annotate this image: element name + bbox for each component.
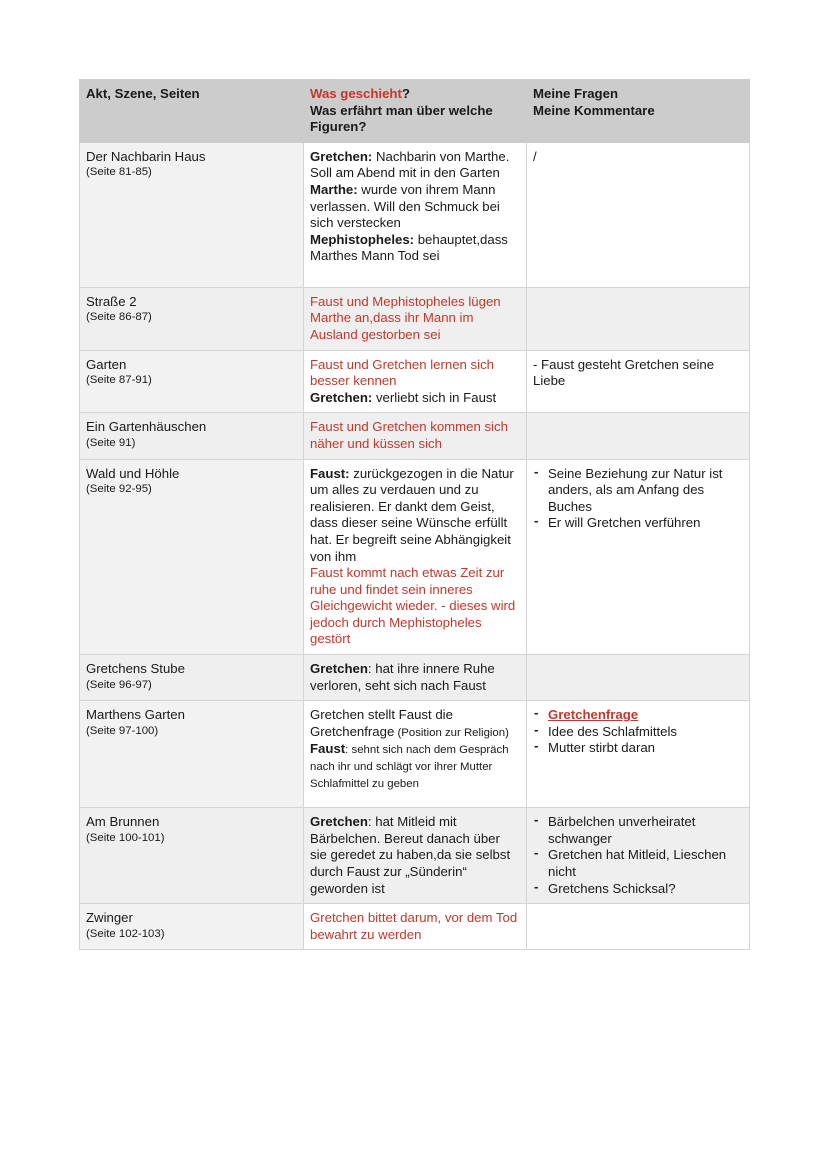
header-comments: Meine Fragen Meine Kommentare bbox=[527, 80, 750, 143]
table-row bbox=[80, 350, 750, 413]
table-row bbox=[80, 459, 750, 655]
scene-cell: Wald und Höhle (Seite 92-95) bbox=[80, 459, 304, 655]
header-what-figures: Was erfährt man über welche Figuren? bbox=[310, 102, 493, 135]
scene-cell: Marthens Garten (Seite 97-100) bbox=[80, 701, 304, 808]
table-row bbox=[80, 701, 750, 808]
list-item: - Gretchens Schicksal? bbox=[533, 881, 743, 898]
what-cell: Faust und Mephistopheles lügen Marthe an,dass ihr Mann im Ausland gestorben sei bbox=[304, 287, 527, 350]
comment-cell: - Faust gesteht Gretchen seine Liebe bbox=[527, 350, 750, 413]
table-row bbox=[80, 287, 750, 350]
scene-cell: Am Brunnen (Seite 100-101) bbox=[80, 808, 304, 904]
list-item: - Idee des Schlafmittels bbox=[533, 724, 743, 741]
comment-list bbox=[533, 707, 743, 757]
scene-overview-table bbox=[79, 79, 750, 950]
comment-cell bbox=[527, 808, 750, 904]
what-cell: Faust und Gretchen kommen sich näher und küssen sich bbox=[304, 413, 527, 459]
what-cell: Gretchen: hat Mitleid mit Bärbelchen. Bereut danach über sie geredet zu haben,da sie selbst durch Faust zur „Sünderin“ geworden ist bbox=[304, 808, 527, 904]
scene-cell: Straße 2 (Seite 86-87) bbox=[80, 287, 304, 350]
table-row bbox=[80, 655, 750, 701]
table-row bbox=[80, 904, 750, 950]
comment-cell: / bbox=[527, 142, 750, 287]
list-item: - Bärbelchen unverheiratet schwanger bbox=[533, 814, 743, 847]
list-item: - Seine Beziehung zur Natur ist anders, als am Anfang des Buches bbox=[533, 466, 743, 516]
comment-cell bbox=[527, 287, 750, 350]
header-scene: Akt, Szene, Seiten bbox=[80, 80, 304, 143]
gretchenfrage-link[interactable]: Gretchenfrage bbox=[548, 707, 639, 723]
what-cell: Faust: zurückgezogen in die Natur um alles zu verdauen und zu realisieren. Er dankt dem Geist, dass dieser seine Wünsche erfüllt hat. Er begreift seine Abhängigkeit von ihm Faust kommt nach etwas Zeit zur ruhe und findet sein inneres Gleichgewicht wieder. - dieses wird jedoch durch Mephistopheles gestört bbox=[304, 459, 527, 655]
scene-cell: Der Nachbarin Haus (Seite 81-85) bbox=[80, 142, 304, 287]
what-cell: Gretchen bittet darum, vor dem Tod bewahrt zu werden bbox=[304, 904, 527, 950]
header-what: Was geschieht? Was erfährt man über welche Figuren? bbox=[304, 80, 527, 143]
comment-list bbox=[533, 466, 743, 532]
scene-cell: Garten (Seite 87-91) bbox=[80, 350, 304, 413]
scene-cell: Gretchens Stube (Seite 96-97) bbox=[80, 655, 304, 701]
what-cell: Faust und Gretchen lernen sich besser kennen Gretchen: verliebt sich in Faust bbox=[304, 350, 527, 413]
comment-cell bbox=[527, 701, 750, 808]
header-what-question: Was geschieht bbox=[310, 86, 402, 101]
comment-cell bbox=[527, 459, 750, 655]
list-item bbox=[533, 707, 743, 724]
table-header-row bbox=[80, 80, 750, 143]
comment-list bbox=[533, 814, 743, 897]
list-item: - Gretchen hat Mitleid, Lieschen nicht bbox=[533, 847, 743, 880]
comment-cell bbox=[527, 655, 750, 701]
scene-cell: Ein Gartenhäuschen (Seite 91) bbox=[80, 413, 304, 459]
what-cell: Gretchen: hat ihre innere Ruhe verloren, seht sich nach Faust bbox=[304, 655, 527, 701]
comment-cell bbox=[527, 413, 750, 459]
comment-cell bbox=[527, 904, 750, 950]
list-item: - Mutter stirbt daran bbox=[533, 740, 743, 757]
table-row bbox=[80, 413, 750, 459]
table-row bbox=[80, 808, 750, 904]
scene-cell: Zwinger (Seite 102-103) bbox=[80, 904, 304, 950]
what-cell: Gretchen: Nachbarin von Marthe. Soll am Abend mit in den Garten Marthe: wurde von ihrem Mann verlassen. Will den Schmuck bei sich verstecken Mephistopheles: behauptet,dass Marthes Mann Tod sei bbox=[304, 142, 527, 287]
table-row bbox=[80, 142, 750, 287]
list-item: - Er will Gretchen verführen bbox=[533, 515, 743, 532]
what-cell: Gretchen stellt Faust die Gretchenfrage (Position zur Religion) Faust: sehnt sich nach dem Gespräch nach ihr und schlägt vor ihrer Mutter Schlafmittel zu geben bbox=[304, 701, 527, 808]
